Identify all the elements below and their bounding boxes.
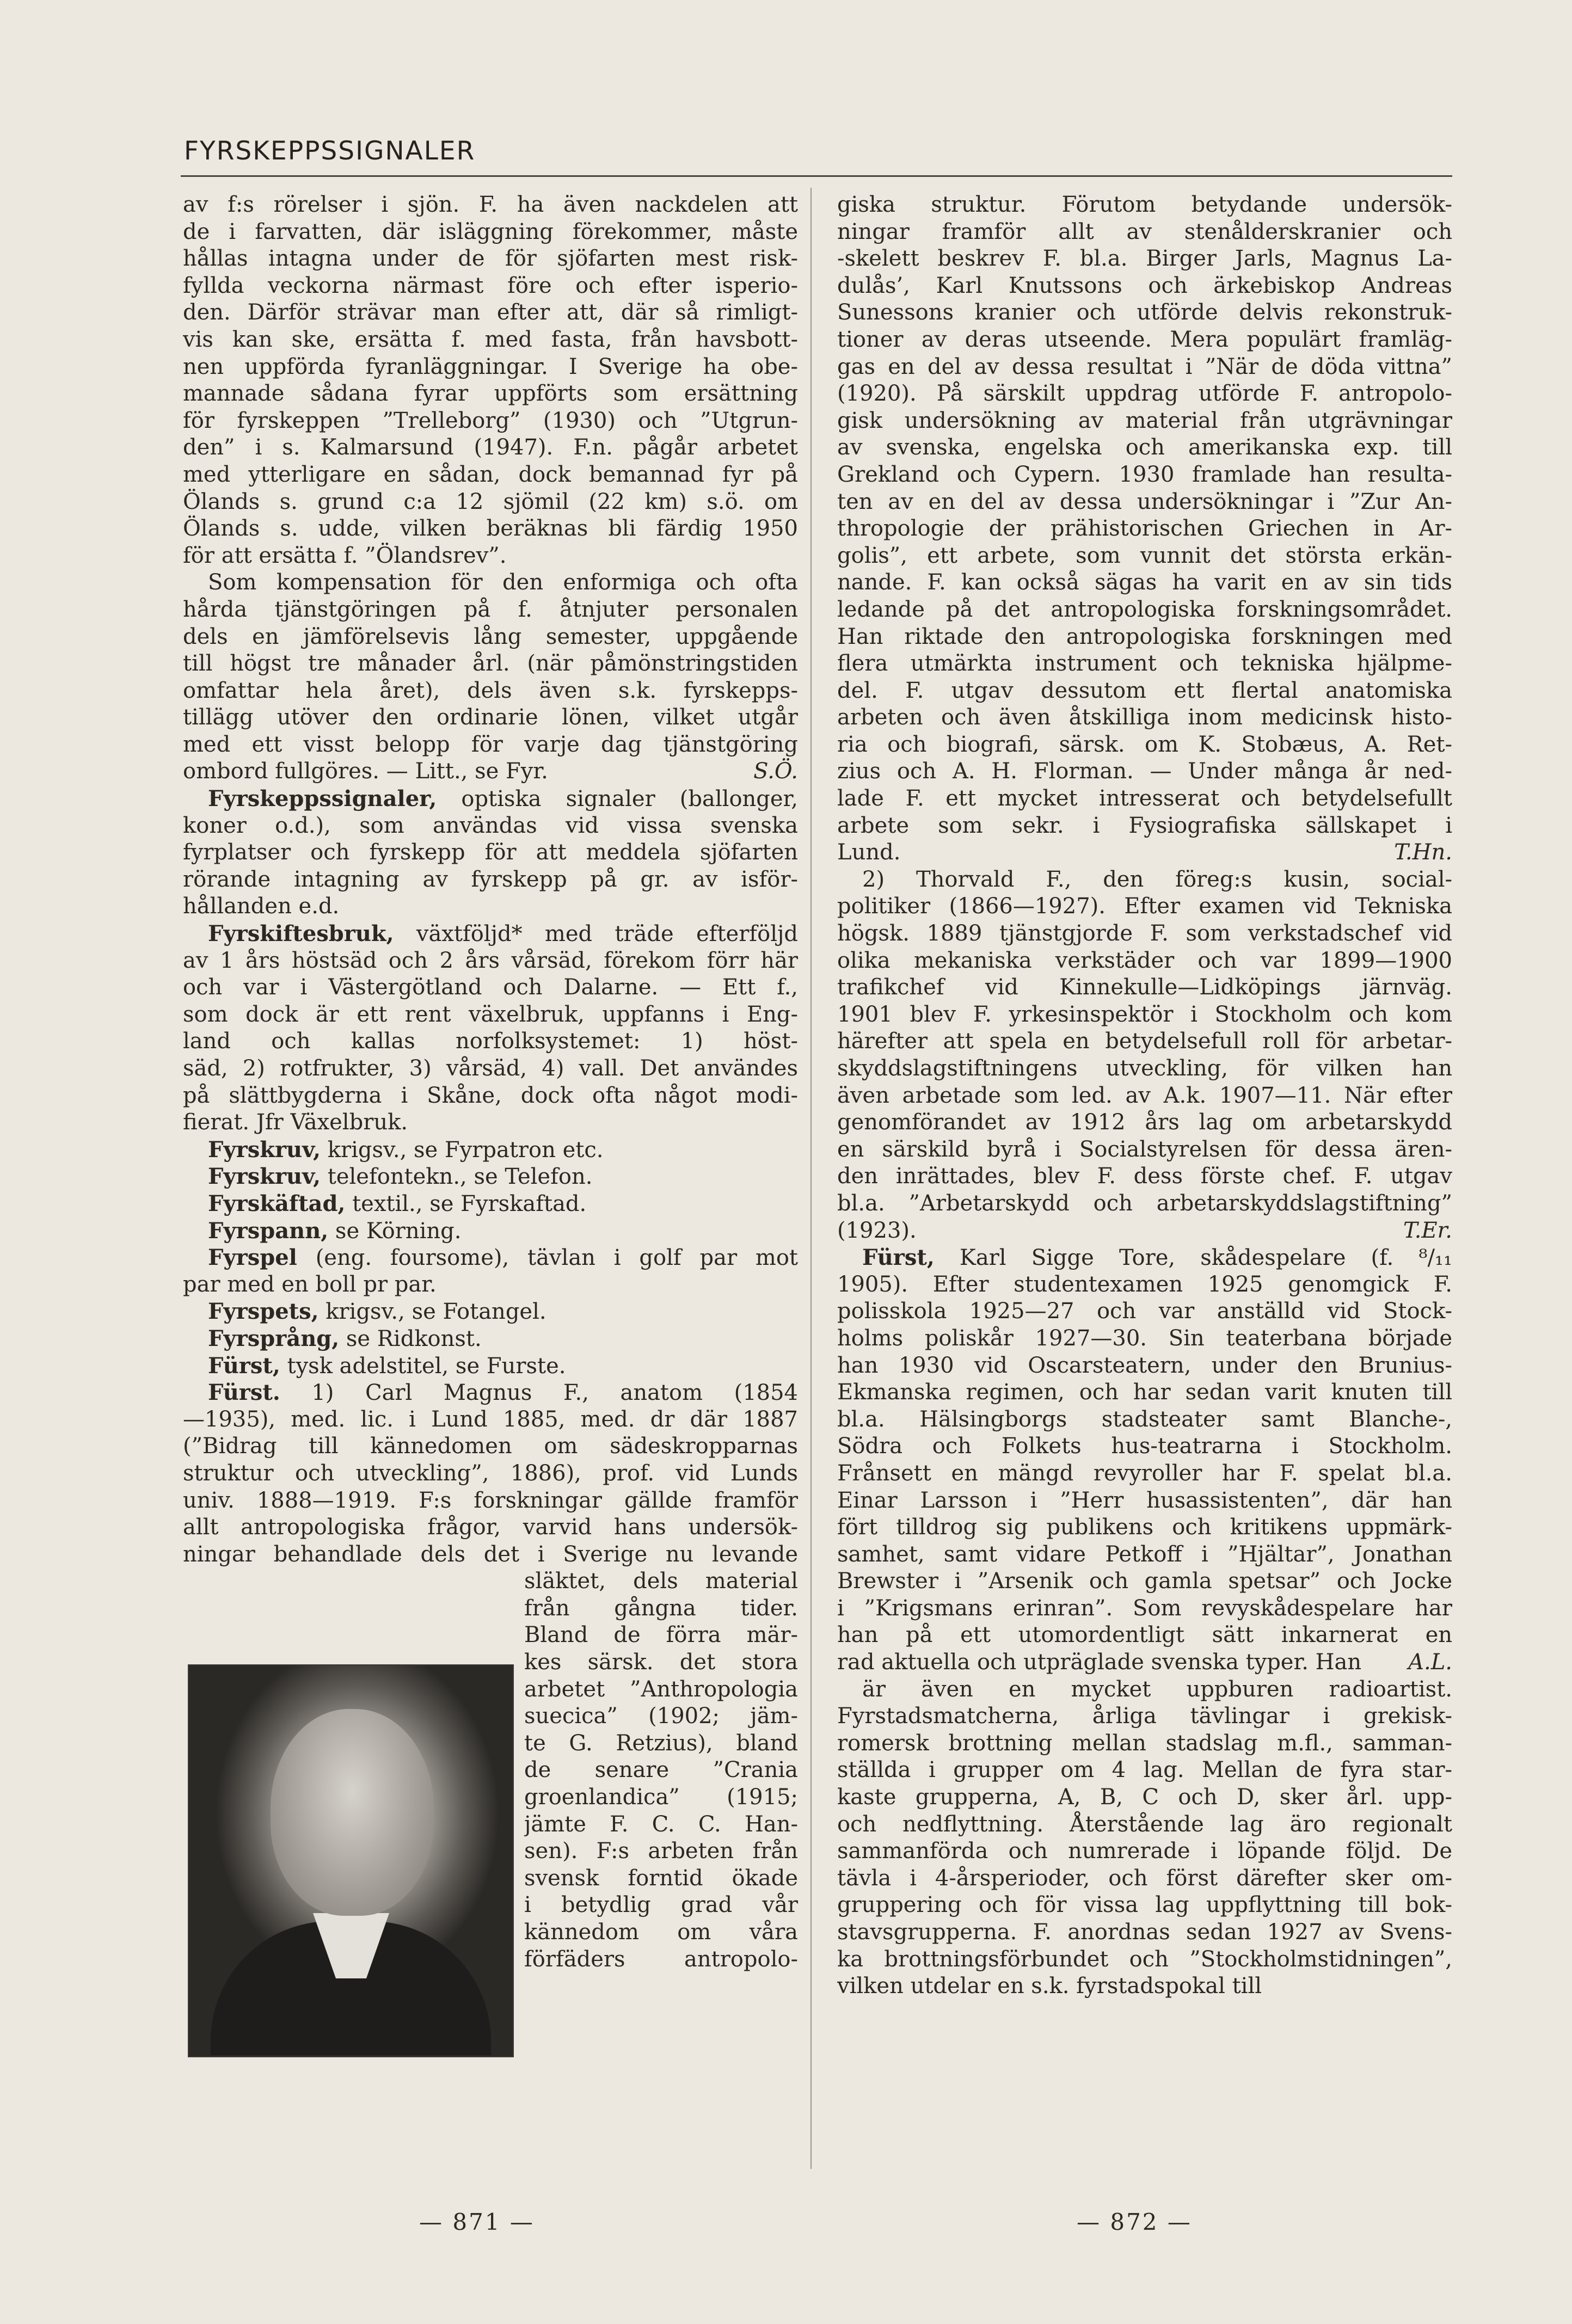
right-text-line: (1920). På särskilt uppdrag utförde F. antropolo- — [837, 381, 1452, 407]
left-text-line: tillägg utöver den ordinarie lönen, vilket utgår — [183, 705, 798, 730]
right-text-line: bl.a. ”Arbetarskydd och arbetarskyddslagstiftning” — [837, 1190, 1452, 1216]
left-text-line: struktur och utveckling”, 1886), prof. vid Lunds — [183, 1460, 798, 1486]
entry-headword: Fyrspets, — [208, 1299, 319, 1325]
right-text-line: Grekland och Cypern. 1930 framlade han resulta- — [837, 462, 1452, 487]
entry-headword: Fyrskäftad, — [208, 1190, 346, 1216]
right-text-line: trafikchef vid Kinnekulle—Lidköpings järnväg. — [837, 975, 1452, 1000]
right-text-line: är även en mycket uppburen radioartist. — [862, 1676, 1452, 1702]
entry-headword: Fyrskruv, — [208, 1164, 321, 1190]
right-text-line: bl.a. Hälsingborgs stadsteater samt Blanche-, — [837, 1406, 1452, 1432]
left-text-line: Fyrsprång, se Ridkonst. — [208, 1325, 482, 1351]
left-text-line: sen). F:s arbeten från — [524, 1839, 798, 1864]
left-text-line: Fyrspel (eng. foursome), tävlan i golf par mot — [208, 1245, 798, 1271]
right-text-line: Lund. T.Hn. — [837, 839, 1452, 866]
left-text-line: Fyrskäftad, textil., se Fyrskaftad. — [208, 1190, 587, 1216]
right-text-line: även arbetade som led. av A.k. 1907—11. När efter — [837, 1083, 1452, 1108]
left-text-line: av f:s rörelser i sjön. F. ha även nackdelen att — [183, 192, 798, 217]
right-text-line: ställda i grupper om 4 lag. Mellan de fyra star- — [837, 1757, 1452, 1783]
left-text-line: som dock är ett rent växelbruk, uppfanns i Eng- — [183, 1001, 798, 1027]
right-text-line: högsk. 1889 tjänstgjorde F. som verkstadschef vid — [837, 921, 1452, 946]
left-text-line: den” i s. Kalmarsund (1947). F.n. pågår arbetet — [183, 435, 798, 460]
right-text-line: Frånsett en mängd revyroller har F. spelat bl.a. — [837, 1460, 1452, 1486]
left-text-line: släktet, dels material — [524, 1569, 798, 1594]
right-text-line: lade F. ett mycket intresserat och betydelsefullt — [837, 786, 1452, 811]
left-text-line: med ett visst belopp för varje dag tjänstgöring — [183, 731, 798, 757]
left-text-line: ombord fullgöres. — Litt., se Fyr. S.Ö. — [183, 758, 798, 785]
page-number-left: — 871 — — [419, 2209, 535, 2235]
author-signature: T.Er. — [1403, 1218, 1452, 1243]
left-text-line: (”Bidrag till kännedomen om sädeskropparnas — [183, 1434, 798, 1459]
right-text-line: samhet, samt vidare Petkoff i ”Hjältar”, Jonathan — [837, 1541, 1452, 1567]
right-text-line: arbete som sekr. i Fysiografiska sällskapet i — [837, 813, 1452, 838]
right-text-line: giska struktur. Förutom betydande undersök- — [837, 192, 1452, 217]
right-text-line: (1923). T.Er. — [837, 1218, 1452, 1245]
left-text-line: hårda tjänstgöringen på f. åtnjuter personalen — [183, 597, 798, 622]
header-rule — [181, 175, 1452, 177]
right-text-line: ningar framför allt av stenålderskranier och — [837, 219, 1452, 244]
left-text-line: allt antropologiska frågor, varvid hans undersök- — [183, 1515, 798, 1540]
left-text-line: nen uppförda fyranläggningar. I Sverige ha obe- — [183, 354, 798, 379]
right-text-line: härefter att spela en betydelsefull roll för arbetar- — [837, 1029, 1452, 1054]
left-text-line: de senare ”Crania — [524, 1757, 798, 1783]
left-text-line: kännedom om våra — [524, 1920, 798, 1945]
author-signature: S.Ö. — [753, 759, 798, 784]
right-text-line: Han riktade den antropologiska forskningen med — [837, 624, 1452, 649]
entry-headword: Fyrsprång, — [208, 1325, 340, 1351]
entry-headword: Fyrskruv, — [208, 1136, 321, 1163]
left-text-line: fyllda veckorna närmast före och efter isperio- — [183, 273, 798, 298]
right-text-line: Södra och Folkets hus-teatrarna i Stockholm. — [837, 1434, 1452, 1459]
right-text-line: Sunessons kranier och utförde delvis rekonstruk- — [837, 300, 1452, 325]
left-text-line: för fyrskeppen ”Trelleborg” (1930) och ”Utgrun- — [183, 408, 798, 433]
right-text-line: Brewster i ”Arsenik och gamla spetsar” och Jocke — [837, 1569, 1452, 1594]
right-text-line: 2) Thorvald F., den föreg:s kusin, social- — [862, 866, 1452, 892]
entry-headword: Fürst. — [208, 1380, 280, 1406]
left-text-line: Ölands s. grund c:a 12 sjömil (22 km) s.ö. om — [183, 489, 798, 514]
right-text-line: golis”, ett arbete, som vunnit det största erkän- — [837, 543, 1452, 568]
right-text-line: tioner av deras utseende. Mera populärt framläg- — [837, 327, 1452, 352]
left-text-line: för att ersätta f. ”Ölandsrev”. — [183, 543, 507, 568]
left-text-line: av 1 års höstsäd och 2 års vårsäd, förekom förr här — [183, 948, 798, 973]
left-text-line: —1935), med. lic. i Lund 1885, med. dr där 1887 — [183, 1406, 798, 1432]
left-text-line: till högst tre månader årl. (när påmönstringstiden — [183, 651, 798, 677]
left-text-line: Fyrskruv, krigsv., se Fyrpatron etc. — [208, 1136, 604, 1163]
left-text-line: omfattar hela året), dels även s.k. fyrskepps- — [183, 678, 798, 703]
right-text-line: Ekmanska regimen, och har sedan varit knuten till — [837, 1380, 1452, 1405]
right-text-line: en särskild byrå i Socialstyrelsen för dessa ären- — [837, 1136, 1452, 1162]
author-signature: A.L. — [1408, 1650, 1452, 1675]
right-text-line: fört tilldrog sig publikens och kritikens uppmärk- — [837, 1515, 1452, 1540]
right-text-line: nande. F. kan också sägas ha varit en av sin tids — [837, 570, 1452, 595]
entry-headword: Fyrskiftesbruk, — [208, 921, 394, 947]
right-column — [837, 192, 1452, 2000]
left-text-line: kes särsk. det stora — [524, 1650, 798, 1675]
right-text-line: polisskola 1925—27 och var anställd vid Stock- — [837, 1299, 1452, 1324]
right-text-line: dulås’, Karl Knutssons och ärkebiskop Andreas — [837, 273, 1452, 298]
left-text-line: Fürst, tysk adelstitel, se Furste. — [208, 1352, 566, 1379]
left-text-line: land och kallas norfolksystemet: 1) höst- — [183, 1029, 798, 1054]
left-text-line: på slättbygderna i Skåne, dock ofta något modi- — [183, 1083, 798, 1108]
right-text-line: thropologie der prähistorischen Griechen in Ar- — [837, 516, 1452, 542]
left-text-line: Bland de förra mär- — [524, 1622, 798, 1648]
right-text-line: sammanförda och numrerade i löpande följd. De — [837, 1839, 1452, 1864]
right-text-line: gruppering och för vissa lag uppflyttning till bok- — [837, 1892, 1452, 1918]
author-signature: T.Hn. — [1394, 840, 1452, 865]
left-text-line: fierat. Jfr Växelbruk. — [183, 1110, 408, 1135]
left-text-line: Som kompensation för den enformiga och ofta — [208, 570, 798, 595]
left-text-line: rörande intagning av fyrskepp på gr. av isför- — [183, 866, 798, 892]
right-text-line: kaste grupperna, A, B, C och D, sker årl. upp- — [837, 1785, 1452, 1810]
left-text-line: Fürst. 1) Carl Magnus F., anatom (1854 — [208, 1380, 798, 1406]
left-text-line: Fyrspann, se Körning. — [208, 1218, 462, 1244]
left-text-line: Fyrskeppssignaler, optiska signaler (ballonger, — [208, 786, 798, 812]
right-text-line: -skelett beskrev F. bl.a. Birger Jarls, Magnus La- — [837, 246, 1452, 272]
entry-headword: Fürst, — [862, 1245, 935, 1271]
column-divider — [810, 188, 812, 2169]
portrait-photo — [188, 1664, 514, 2057]
left-text-line: arbetet ”Anthropologia — [524, 1676, 798, 1702]
right-text-line: den inrättades, blev F. dess förste chef. F. utgav — [837, 1164, 1452, 1189]
left-text-line: koner o.d.), som användas vid vissa svenska — [183, 813, 798, 838]
left-text-line: de i farvatten, där isläggning förekommer, måste — [183, 219, 798, 244]
right-text-line: i ”Krigsmans erinran”. Som revyskådespelare har — [837, 1595, 1452, 1621]
right-text-line: han 1930 vid Oscarsteatern, under den Brunius- — [837, 1352, 1452, 1378]
right-text-line: olika mekaniska verkstäder och var 1899—1900 — [837, 948, 1452, 973]
right-text-line: ledande på det antropologiska forskningsområdet. — [837, 597, 1452, 622]
right-text-line: stavsgrupperna. F. anordnas sedan 1927 av Svens- — [837, 1920, 1452, 1945]
right-text-line: arbeten och även åtskilliga inom medicinsk histo- — [837, 705, 1452, 730]
right-text-line: Einar Larsson i ”Herr husassistenten”, där han — [837, 1487, 1452, 1513]
left-text-line: dels en jämförelsevis lång semester, uppgående — [183, 624, 798, 649]
left-text-line: svensk forntid ökade — [524, 1865, 798, 1891]
left-text-line: fyrplatser och fyrskepp för att meddela sjöfarten — [183, 840, 798, 865]
right-text-line: skyddslagstiftningens utveckling, för vilken han — [837, 1056, 1452, 1081]
right-text-line: tävla i 4-årsperioder, och först därefter sker om- — [837, 1865, 1452, 1891]
right-text-line: 1905). Efter studentexamen 1925 genomgick F. — [837, 1271, 1452, 1297]
left-text-line: ningar behandlade dels det i Sverige nu levande — [183, 1541, 798, 1567]
left-text-line: den. Därför strävar man efter att, där så rimligt- — [183, 300, 798, 325]
left-text-line: te G. Retzius), bland — [524, 1730, 798, 1756]
left-text-line: med ytterligare en sådan, dock bemannad fyr på — [183, 462, 798, 487]
entry-headword: Fyrskeppssignaler, — [208, 786, 437, 812]
left-text-line: säd, 2) rotfrukter, 3) vårsäd, 4) vall. Det användes — [183, 1056, 798, 1081]
left-text-line: förfäders antropolo- — [524, 1946, 798, 1972]
right-text-line: flera utmärkta instrument och tekniska hjälpme- — [837, 651, 1452, 677]
right-text-line: ten av en del av dessa undersökningar i ”Zur An- — [837, 489, 1452, 514]
left-text-line: univ. 1888—1919. F:s forskningar gällde framför — [183, 1487, 798, 1513]
entry-headword: Fyrspann, — [208, 1218, 329, 1244]
left-text-line: Ölands s. udde, vilken beräknas bli färdig 1950 — [183, 516, 798, 542]
right-text-line: och nedflyttning. Återstående lag äro regionalt — [837, 1811, 1452, 1837]
right-text-line: holms poliskår 1927—30. Sin teaterbana började — [837, 1325, 1452, 1351]
right-text-line: Fyrstadsmatcherna, årliga tävlingar i grekisk- — [837, 1704, 1452, 1729]
entry-headword: Fyrspel — [208, 1245, 297, 1271]
left-text-line: Fyrspets, krigsv., se Fotangel. — [208, 1299, 546, 1325]
left-text-line: Fyrskruv, telefontekn., se Telefon. — [208, 1164, 593, 1190]
left-text-line: jämte F. C. C. Han- — [524, 1811, 798, 1837]
right-text-line: ka brottningsförbundet och ”Stockholmstidningen”, — [837, 1946, 1452, 1972]
left-text-line: i betydlig grad vår — [524, 1892, 798, 1918]
right-text-line: gas en del av dessa resultat i ”När de döda vittna” — [837, 354, 1452, 379]
right-text-line: zius och A. H. Florman. — Under många år ned- — [837, 759, 1452, 784]
right-text-line: ria och biografi, särsk. om K. Stobæus, A. Ret- — [837, 731, 1452, 757]
right-text-line: 1901 blev F. yrkesinspektör i Stockholm och kom — [837, 1001, 1452, 1027]
right-text-line: Fürst, Karl Sigge Tore, skådespelare (f. ⁸/₁₁ — [862, 1245, 1452, 1271]
left-text-line: från gångna tider. — [524, 1595, 798, 1621]
right-text-line: vilken utdelar en s.k. fyrstadspokal till — [837, 1973, 1262, 1999]
right-text-line: politiker (1866—1927). Efter examen vid Tekniska — [837, 894, 1452, 919]
right-text-line: av svenska, engelska och amerikanska exp. till — [837, 435, 1452, 460]
left-text-line: hållas intagna under de för sjöfarten mest risk- — [183, 246, 798, 272]
left-text-line: Fyrskiftesbruk, växtföljd* med träde efterföljd — [208, 921, 798, 947]
left-text-line: och var i Västergötland och Dalarne. — Ett f., — [183, 975, 798, 1000]
right-text-line: rad aktuella och utpräglade svenska typer. Han A.L. — [837, 1649, 1452, 1676]
right-text-line: gisk undersökning av material från utgrävningar — [837, 408, 1452, 433]
right-text-line: romersk brottning mellan stadslag m.fl., samman- — [837, 1730, 1452, 1756]
left-text-line: par med en boll pr par. — [183, 1271, 437, 1297]
left-text-line: mannade sådana fyrar uppförts som ersättning — [183, 381, 798, 407]
entry-headword: Fürst, — [208, 1352, 280, 1379]
running-head: FYRSKEPPSSIGNALER — [184, 136, 476, 166]
left-text-line: vis kan ske, ersätta f. med fasta, från havsbott- — [183, 327, 798, 352]
page-number-right: — 872 — — [1077, 2209, 1192, 2235]
right-text-line: genomförandet av 1912 års lag om arbetarskydd — [837, 1110, 1452, 1135]
left-text-line: groenlandica” (1915; — [524, 1785, 798, 1810]
left-text-line: suecica” (1902; jäm- — [524, 1704, 798, 1729]
right-text-line: han på ett utomordentligt sätt inkarnerat en — [837, 1622, 1452, 1648]
right-text-line: del. F. utgav dessutom ett flertal anatomiska — [837, 678, 1452, 703]
left-text-line: hållanden e.d. — [183, 894, 340, 919]
